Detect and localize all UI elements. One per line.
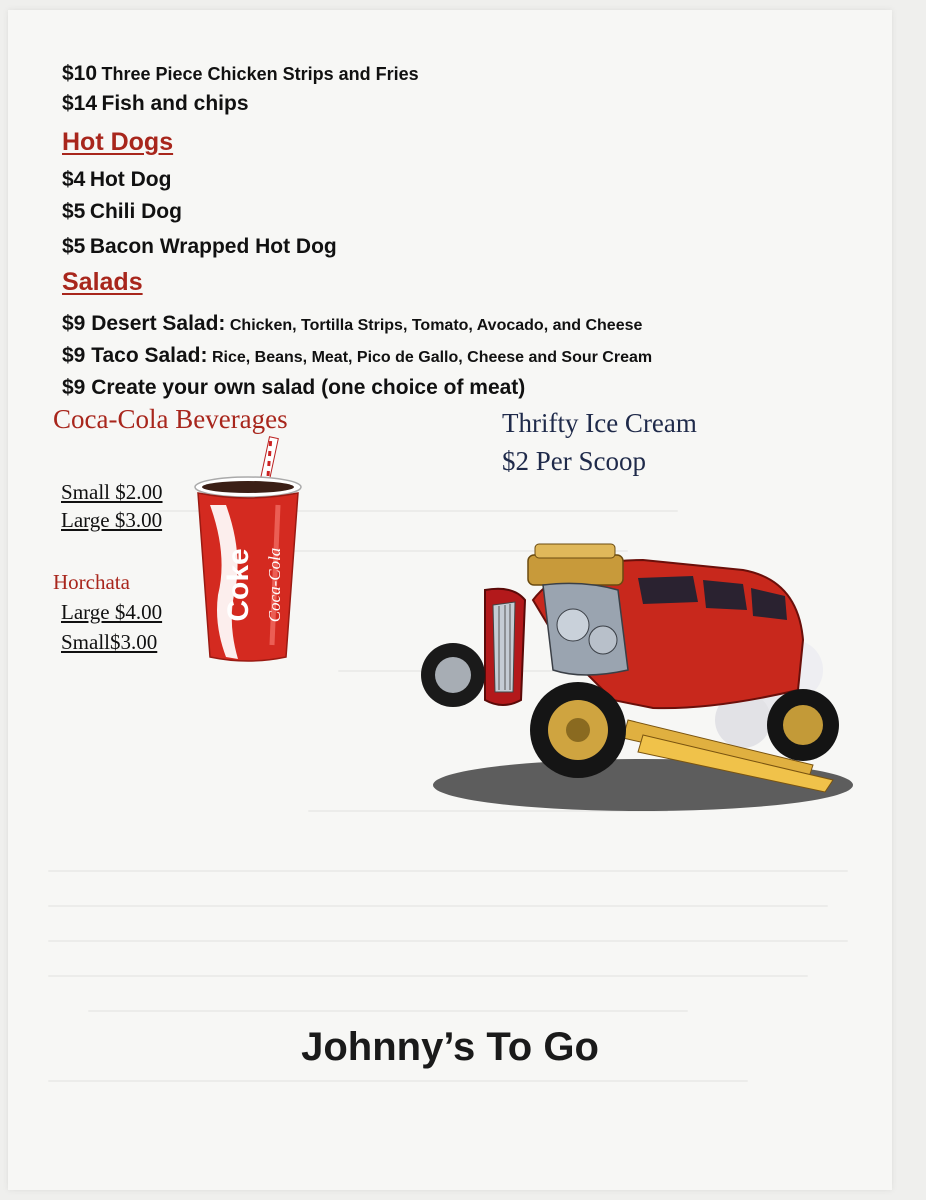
salad-title: $9 Desert Salad: [62, 312, 226, 335]
item-name: Hot Dog [89, 168, 172, 191]
horchata-large-price: Large $4.00 [61, 600, 163, 624]
item-name: Fish and chips [101, 92, 249, 115]
hot-rod-car-image [413, 530, 853, 820]
salad-ingredients: Rice, Beans, Meat, Pico de Gallo, Cheese and Sour Cream [207, 349, 653, 366]
salad-ingredients: Chicken, Tortilla Strips, Tomato, Avocado, and Cheese [225, 317, 643, 334]
item-name: Bacon Wrapped Hot Dog [89, 235, 337, 258]
salad-title: $9 Create your own salad (one choice of meat) [62, 376, 526, 399]
ice-cream-price: $2 Per Scoop [502, 446, 646, 476]
hot-rod-car-icon [413, 530, 853, 820]
menu-item-fish-and-chips [62, 92, 249, 116]
menu-item-chicken-strips [62, 62, 419, 86]
item-price: $14 [62, 92, 98, 115]
horchata-small-price: Small$3.00 [61, 630, 158, 654]
menu-item-chili-dog [62, 200, 182, 224]
menu-item-hot-dog [62, 168, 171, 192]
menu-item-desert-salad [62, 312, 642, 336]
ice-cream-heading: Thrifty Ice Cream [502, 408, 697, 438]
item-price: $5 [62, 200, 86, 223]
menu-item-create-your-own-salad [62, 376, 525, 400]
salad-title: $9 Taco Salad: [62, 344, 208, 367]
item-price: $10 [62, 62, 98, 85]
beverage-small-price: Small $2.00 [61, 480, 163, 504]
item-name: Three Piece Chicken Strips and Fries [101, 64, 419, 84]
item-name: Chili Dog [89, 200, 182, 223]
menu-sheet [8, 10, 892, 1190]
item-price: $4 [62, 168, 86, 191]
section-heading-horchata: Horchata [53, 570, 130, 594]
menu-item-taco-salad [62, 344, 652, 368]
cup-script-text: Coca-Cola [265, 547, 284, 623]
section-heading-salads: Salads [62, 268, 143, 296]
beverage-large-price: Large $3.00 [61, 508, 163, 532]
item-price: $5 [62, 235, 86, 258]
section-heading-coca-cola: Coca-Cola Beverages [53, 404, 288, 434]
restaurant-title: Johnny’s To Go [301, 1025, 599, 1069]
cup-brand-text: Coke [222, 548, 255, 622]
section-heading-hot-dogs: Hot Dogs [62, 128, 174, 156]
coke-cup-image [188, 435, 308, 670]
coke-cup-icon [188, 435, 308, 670]
menu-item-bacon-wrapped-hot-dog [62, 235, 337, 259]
